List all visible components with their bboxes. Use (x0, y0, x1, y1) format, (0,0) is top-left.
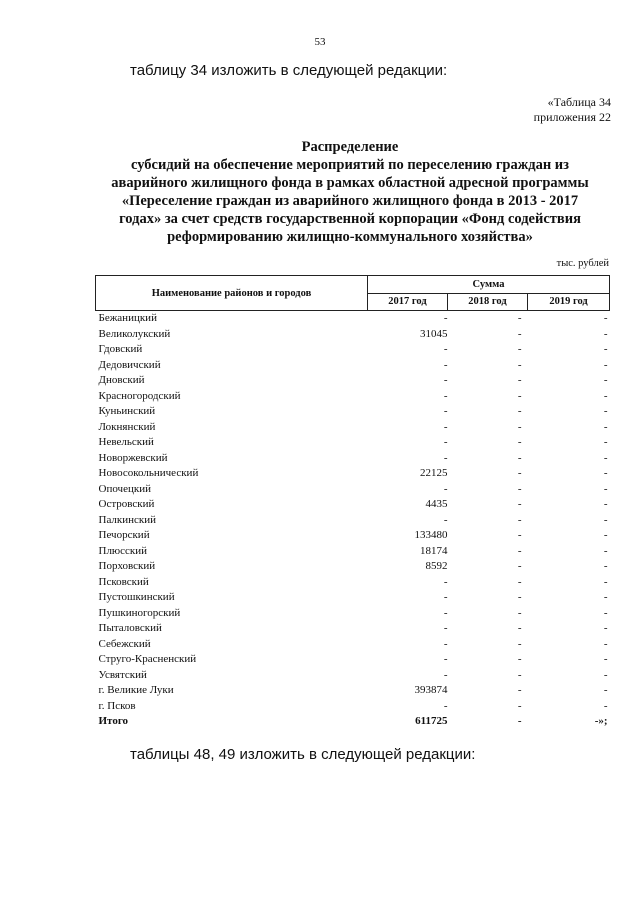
value-2017-cell: - (443, 637, 448, 650)
table-row (96, 683, 610, 699)
instruction-text: таблицу 34 изложить в следующей редакции: (130, 62, 448, 79)
value-2018-cell: - (517, 436, 522, 448)
district-name-cell: Псковский (98, 575, 149, 588)
value-2018-cell: - (517, 529, 522, 541)
table-row (96, 389, 610, 405)
district-name-cell: Невельский (98, 436, 154, 448)
value-2019-cell: - (603, 529, 608, 541)
value-2017-cell: - (443, 622, 448, 634)
table-row (96, 575, 610, 591)
value-2018-cell: - (517, 451, 522, 464)
table-reference-line: приложения 22 (533, 110, 611, 124)
value-2018-cell: - (517, 374, 522, 386)
value-2019-cell: - (603, 622, 608, 634)
title-line: реформированию жилищно-коммунального хозяйства» (167, 229, 533, 245)
district-name-cell: Печорский (98, 529, 150, 541)
district-name-cell: Бежаницкий (98, 312, 157, 324)
table-row (96, 358, 610, 374)
title-line: аварийного жилищного фонда в рамках областной адресной программы (111, 175, 589, 191)
table-row (96, 497, 610, 513)
district-name-cell: Островский (98, 498, 155, 510)
value-2017-cell: 18174 (420, 544, 448, 557)
district-name-cell: Усвятский (98, 668, 147, 681)
value-2019-cell: -»; (594, 715, 608, 727)
value-2019-cell: - (603, 327, 608, 340)
district-name-cell: г. Псков (98, 699, 136, 712)
value-2019-cell: - (603, 405, 608, 417)
table-row (96, 482, 610, 498)
value-2019-cell: - (603, 482, 608, 495)
table-row (96, 559, 610, 575)
value-2017-cell: - (443, 436, 448, 448)
value-2017-cell: - (443, 389, 448, 402)
header-sum: Сумма (368, 276, 610, 294)
table-row (96, 590, 610, 606)
value-2018-cell: - (517, 622, 522, 634)
value-2017-cell: - (443, 374, 448, 386)
instruction-text: таблицы 48, 49 изложить в следующей редакции: (130, 746, 476, 763)
district-name-cell: Пустошкинский (98, 591, 175, 603)
value-2017-cell: 8592 (425, 560, 448, 572)
value-2019-cell: - (603, 699, 608, 712)
page-number: 53 (314, 36, 326, 48)
value-2019-cell: - (603, 312, 608, 324)
value-2019-cell: - (603, 513, 608, 526)
value-2018-cell: - (517, 498, 522, 510)
table-reference (534, 95, 611, 125)
value-2017-cell: 4435 (425, 498, 448, 510)
title-line: «Переселение граждан из аварийного жилищного фонда в 2013 - 2017 (121, 193, 579, 209)
value-2019-cell: - (603, 374, 608, 386)
district-name-cell: Дедовичский (98, 358, 161, 371)
value-2018-cell: - (517, 358, 522, 371)
district-name-cell: Новоржевский (98, 451, 168, 464)
table-row (96, 652, 610, 668)
district-name-cell: Куньинский (98, 405, 156, 417)
value-2019-cell: - (603, 498, 608, 510)
table-row (96, 621, 610, 637)
value-2017-cell: - (443, 653, 448, 665)
district-name-cell: г. Великие Луки (98, 684, 174, 696)
value-2018-cell: - (517, 684, 522, 696)
title-line: субсидий на обеспечение мероприятий по переселению граждан из (130, 157, 569, 173)
header-year-2018: 2018 год (448, 293, 528, 311)
district-name-cell: Струго-Красненский (98, 653, 197, 665)
value-2019-cell: - (603, 544, 608, 557)
value-2019-cell: - (603, 389, 608, 402)
value-2019-cell: - (603, 358, 608, 371)
district-name-cell: Великолукский (98, 327, 171, 340)
district-name-cell: Себежский (98, 637, 151, 650)
value-2017-cell: - (443, 591, 448, 603)
value-2017-cell: 611725 (415, 715, 448, 727)
table-row (96, 327, 610, 343)
district-name-cell: Опочецкий (98, 482, 151, 495)
value-2017-cell: - (443, 358, 448, 371)
table-reference-line: «Таблица 34 (547, 95, 611, 109)
value-2018-cell: - (517, 575, 522, 588)
value-2017-cell: - (443, 699, 448, 712)
value-2018-cell: - (517, 544, 522, 557)
value-2017-cell: - (443, 343, 448, 355)
value-2017-cell: 31045 (420, 327, 448, 340)
table-row (96, 435, 610, 451)
table-row (96, 544, 610, 560)
value-2019-cell: - (603, 467, 608, 479)
table-row (96, 513, 610, 529)
district-name-cell: Пыталовский (98, 622, 162, 634)
value-2018-cell: - (517, 653, 522, 665)
table-row (96, 637, 610, 653)
district-name-cell: Гдовский (98, 343, 143, 355)
total-row (96, 714, 610, 730)
table-row (96, 668, 610, 684)
value-2017-cell: - (443, 575, 448, 588)
value-2018-cell: - (517, 715, 522, 727)
value-2019-cell: - (603, 637, 608, 650)
value-2018-cell: - (517, 389, 522, 402)
value-2017-cell: - (443, 513, 448, 526)
value-2017-cell: - (443, 451, 448, 464)
subsidy-table (95, 275, 610, 730)
district-name-cell: Плюсский (98, 544, 148, 557)
header-year-2017: 2017 год (368, 293, 448, 311)
table-row (96, 699, 610, 715)
value-2018-cell: - (517, 606, 522, 619)
table-row (96, 451, 610, 467)
value-2018-cell: - (517, 327, 522, 340)
value-2017-cell: - (443, 668, 448, 681)
value-2018-cell: - (517, 467, 522, 479)
value-2019-cell: - (603, 560, 608, 572)
value-2018-cell: - (517, 560, 522, 572)
district-name-cell: Новосокольнический (98, 467, 199, 479)
value-2018-cell: - (517, 482, 522, 495)
value-2017-cell: 393874 (414, 684, 448, 696)
value-2017-cell: - (443, 420, 448, 433)
district-name-cell: Локнянский (98, 420, 156, 433)
value-2017-cell: - (443, 312, 448, 324)
table-row (96, 420, 610, 436)
value-2018-cell: - (517, 420, 522, 433)
district-name-cell: Порховский (98, 560, 156, 572)
table-row (96, 342, 610, 358)
header-name: Наименование районов и городов (96, 276, 368, 311)
table-row (96, 606, 610, 622)
value-2018-cell: - (517, 405, 522, 417)
value-2019-cell: - (603, 606, 608, 619)
value-2018-cell: - (517, 513, 522, 526)
value-2019-cell: - (603, 591, 608, 603)
value-2018-cell: - (517, 668, 522, 681)
district-name-cell: Итого (98, 715, 129, 727)
value-2019-cell: - (603, 668, 608, 681)
value-2019-cell: - (603, 420, 608, 433)
document-title (90, 138, 610, 246)
value-2018-cell: - (517, 312, 522, 324)
value-2019-cell: - (603, 653, 608, 665)
value-2017-cell: 133480 (414, 529, 448, 541)
table-row (96, 311, 610, 327)
title-line: годах» за счет средств государственной корпорации «Фонд содействия (119, 211, 581, 227)
table-row (96, 528, 610, 544)
value-2017-cell: - (443, 405, 448, 417)
value-2019-cell: - (603, 343, 608, 355)
value-2019-cell: - (603, 451, 608, 464)
value-2019-cell: - (603, 575, 608, 588)
district-name-cell: Палкинский (98, 513, 157, 526)
table-row (96, 373, 610, 389)
unit-label: тыс. рублей (556, 258, 609, 269)
title-line: Распределение (301, 139, 399, 155)
header-year-2019: 2019 год (528, 293, 610, 311)
value-2017-cell: - (443, 606, 448, 619)
value-2018-cell: - (517, 591, 522, 603)
district-name-cell: Пушкиногорский (98, 606, 181, 619)
table-body (96, 311, 610, 730)
table-row (96, 466, 610, 482)
value-2017-cell: 22125 (420, 467, 448, 479)
district-name-cell: Дновский (98, 374, 145, 386)
value-2017-cell: - (443, 482, 448, 495)
value-2018-cell: - (517, 343, 522, 355)
table-row (96, 404, 610, 420)
value-2018-cell: - (517, 699, 522, 712)
district-name-cell: Красногородский (98, 389, 181, 402)
value-2019-cell: - (603, 684, 608, 696)
value-2018-cell: - (517, 637, 522, 650)
value-2019-cell: - (603, 436, 608, 448)
